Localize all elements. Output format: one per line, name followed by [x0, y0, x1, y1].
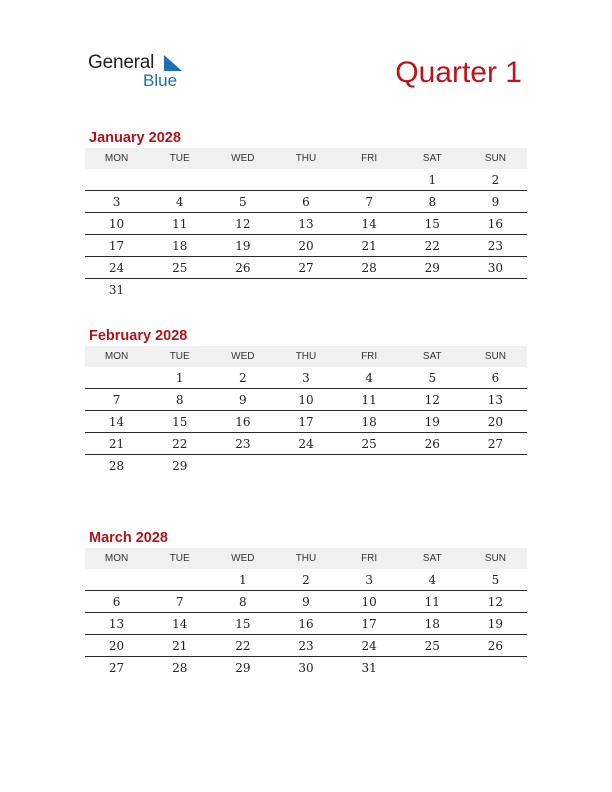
weekday-header-row: [85, 548, 527, 569]
weekday-header-wed: WED: [231, 153, 255, 164]
logo-text-general: General: [88, 52, 155, 73]
weekday-header-sun: SUN: [484, 153, 506, 164]
day-cell: 21: [172, 638, 188, 653]
weeks: [85, 569, 527, 678]
day-cell: 9: [491, 194, 500, 209]
day-cell: 23: [298, 638, 314, 653]
day-cell: 8: [175, 392, 184, 407]
week-row: [85, 389, 527, 411]
day-cell: 11: [361, 392, 377, 407]
month-calendar-january: [85, 128, 527, 300]
day-cell: 23: [487, 238, 504, 253]
month-title: March 2028: [89, 530, 168, 546]
day-cell: 16: [298, 616, 314, 631]
weekday-header-fri: FRI: [361, 153, 378, 164]
day-cell: 29: [172, 458, 188, 473]
day-cell: 27: [298, 260, 314, 275]
weekday-header-mon: MON: [104, 553, 129, 564]
day-cell: 12: [487, 594, 504, 609]
day-cell: 3: [302, 370, 310, 385]
day-cell: 31: [108, 282, 125, 297]
flag-icon: [162, 54, 184, 72]
generalblue-logo: [88, 52, 198, 92]
day-cell: 7: [175, 594, 184, 609]
day-cell: 8: [239, 594, 247, 609]
day-cell: 4: [175, 194, 184, 209]
weekday-header-fri: FRI: [361, 351, 378, 362]
day-cell: 26: [487, 638, 504, 653]
month-title: February 2028: [89, 328, 188, 344]
day-cell: 18: [361, 414, 377, 429]
day-cell: 21: [361, 238, 377, 253]
day-cell: 16: [487, 216, 504, 231]
day-cell: 3: [112, 194, 121, 209]
week-row: [85, 257, 527, 279]
week-row: [85, 213, 527, 235]
day-cell: 29: [235, 660, 251, 675]
day-cell: 28: [108, 458, 125, 473]
day-cell: 28: [172, 660, 188, 675]
day-cell: 12: [235, 216, 251, 231]
day-cell: 14: [361, 216, 377, 231]
day-cell: 12: [424, 392, 440, 407]
week-row: [85, 455, 527, 476]
week-row: [85, 367, 527, 389]
logo-text-blue: Blue: [143, 71, 178, 90]
day-cell: 19: [424, 414, 440, 429]
day-cell: 25: [424, 638, 440, 653]
day-cell: 22: [235, 638, 251, 653]
day-cell: 2: [239, 370, 247, 385]
day-cell: 24: [108, 260, 125, 275]
day-cell: 18: [424, 616, 440, 631]
day-cell: 16: [235, 414, 251, 429]
day-cell: 15: [235, 616, 251, 631]
week-row: [85, 169, 527, 191]
day-cell: 2: [302, 572, 310, 587]
day-cell: 9: [239, 392, 247, 407]
weeks: [85, 367, 527, 476]
day-cell: 15: [424, 216, 440, 231]
day-cell: 19: [487, 616, 504, 631]
day-cell: 27: [487, 436, 504, 451]
weekday-header-row: [85, 148, 527, 169]
day-cell: 11: [172, 216, 188, 231]
day-cell: 26: [235, 260, 251, 275]
weekday-header-fri: FRI: [361, 553, 378, 564]
week-row: [85, 613, 527, 635]
weeks: [85, 169, 527, 300]
week-row: [85, 191, 527, 213]
day-cell: 28: [361, 260, 377, 275]
day-cell: 29: [424, 260, 440, 275]
weekday-header-sat: SAT: [422, 153, 442, 164]
day-cell: 8: [428, 194, 437, 209]
day-cell: 6: [112, 594, 121, 609]
day-cell: 25: [361, 436, 377, 451]
weekday-header-thu: THU: [295, 153, 317, 164]
day-cell: 9: [302, 594, 310, 609]
day-cell: 26: [424, 436, 440, 451]
weekday-header-sat: SAT: [422, 351, 442, 362]
page-title: Quarter 1: [395, 56, 522, 89]
day-cell: 27: [108, 660, 125, 675]
weekday-header-thu: THU: [295, 351, 317, 362]
day-cell: 1: [175, 370, 184, 385]
day-cell: 31: [361, 660, 377, 675]
day-cell: 7: [112, 392, 121, 407]
day-cell: 3: [365, 572, 373, 587]
day-cell: 6: [302, 194, 310, 209]
day-cell: 24: [361, 638, 377, 653]
day-cell: 13: [487, 392, 504, 407]
day-cell: 13: [108, 616, 125, 631]
day-cell: 22: [172, 436, 188, 451]
week-row: [85, 657, 527, 678]
month-title: January 2028: [89, 130, 181, 146]
day-cell: 30: [487, 260, 504, 275]
weekday-header-row: [85, 346, 527, 367]
day-cell: 1: [239, 572, 247, 587]
day-cell: 5: [491, 572, 500, 587]
week-row: [85, 591, 527, 613]
day-cell: 25: [172, 260, 188, 275]
day-cell: 4: [365, 370, 373, 385]
day-cell: 10: [361, 594, 377, 609]
weekday-header-mon: MON: [104, 351, 129, 362]
week-row: [85, 635, 527, 657]
day-cell: 23: [235, 436, 251, 451]
week-row: [85, 411, 527, 433]
weekday-header-wed: WED: [231, 553, 255, 564]
day-cell: 17: [361, 616, 377, 631]
day-cell: 22: [424, 238, 440, 253]
day-cell: 18: [172, 238, 188, 253]
day-cell: 5: [239, 194, 247, 209]
day-cell: 7: [365, 194, 373, 209]
week-row: [85, 569, 527, 591]
day-cell: 2: [491, 172, 500, 187]
weekday-header-sat: SAT: [422, 553, 442, 564]
day-cell: 10: [108, 216, 125, 231]
day-cell: 17: [298, 414, 314, 429]
day-cell: 24: [298, 436, 314, 451]
weekday-header-thu: THU: [295, 553, 317, 564]
day-cell: 6: [491, 370, 500, 385]
weekday-header-tue: TUE: [169, 351, 190, 362]
day-cell: 13: [298, 216, 314, 231]
day-cell: 4: [428, 572, 437, 587]
day-cell: 5: [428, 370, 437, 385]
day-cell: 30: [298, 660, 314, 675]
weekday-header-sun: SUN: [484, 351, 506, 362]
month-calendar-march: [85, 528, 527, 678]
day-cell: 11: [424, 594, 440, 609]
weekday-header-tue: TUE: [169, 153, 190, 164]
day-cell: 20: [298, 238, 314, 253]
week-row: [85, 279, 527, 300]
weekday-header-sun: SUN: [484, 553, 506, 564]
day-cell: 1: [428, 172, 437, 187]
day-cell: 17: [108, 238, 125, 253]
day-cell: 14: [108, 414, 125, 429]
day-cell: 21: [108, 436, 125, 451]
day-cell: 20: [108, 638, 125, 653]
day-cell: 10: [298, 392, 314, 407]
weekday-header-wed: WED: [231, 351, 255, 362]
day-cell: 19: [235, 238, 251, 253]
day-cell: 14: [172, 616, 188, 631]
weekday-header-tue: TUE: [169, 553, 190, 564]
day-cell: 20: [487, 414, 504, 429]
weekday-header-mon: MON: [104, 153, 129, 164]
week-row: [85, 235, 527, 257]
week-row: [85, 433, 527, 455]
day-cell: 15: [172, 414, 188, 429]
month-calendar-february: [85, 326, 527, 476]
